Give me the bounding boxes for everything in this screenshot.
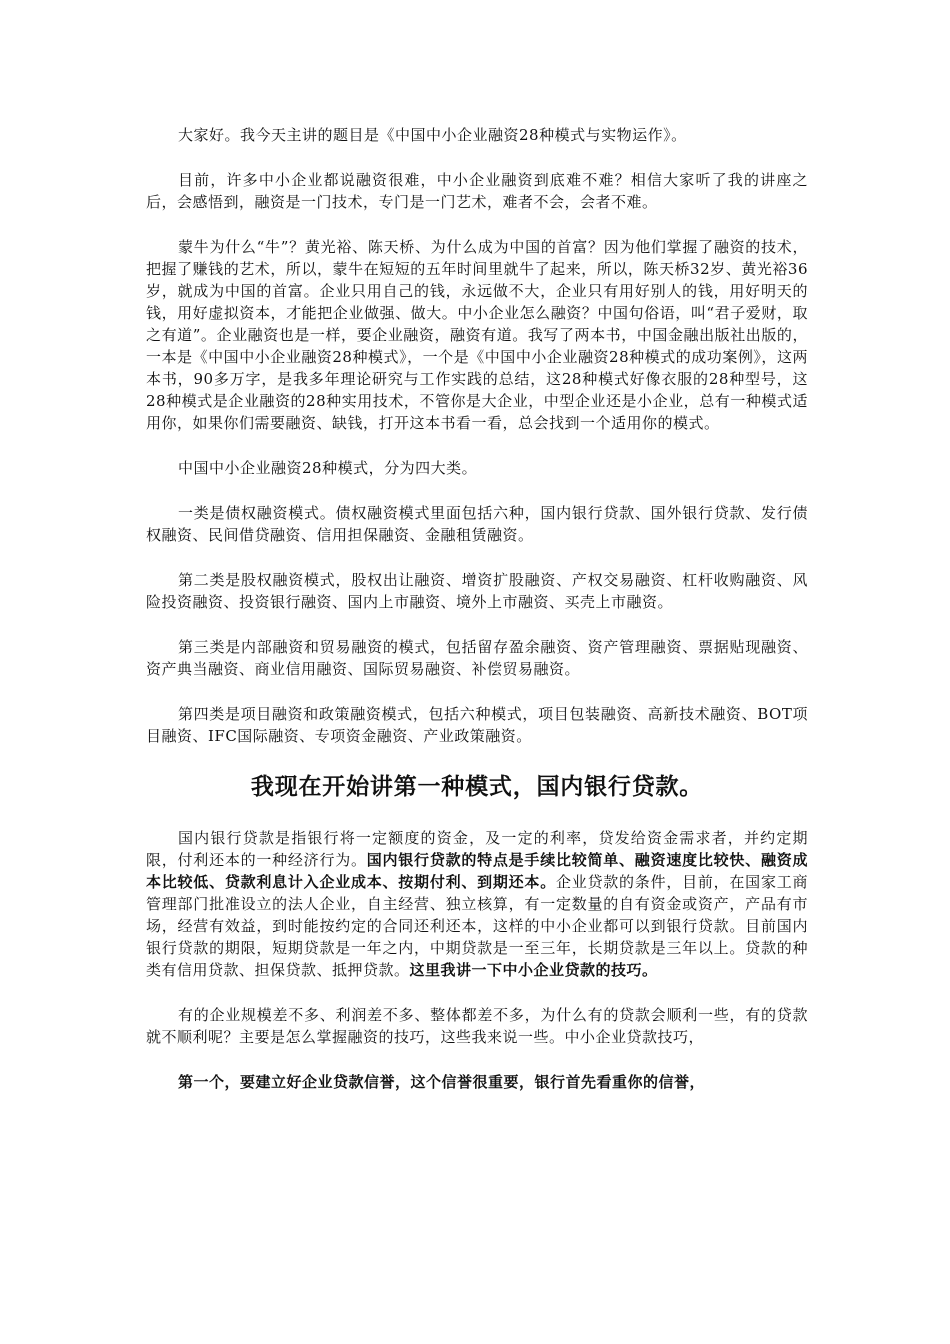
domestic-loan-paragraph [146, 827, 808, 981]
loan-features-bold-text: 国内银行贷款的特点是手续比较简单、融资速度比较快、融资成本比较低、贷款利息计入企业成本、按期付利、到期还本。 [146, 851, 808, 891]
four-categories-paragraph: 中国中小企业融资28种模式，分为四大类。 [178, 459, 478, 477]
financing-difficulty-paragraph: 目前，许多中小企业都说融资很难，中小企业融资到底难不难？相信大家听了我的讲座之后，会感悟到，融资是一门技术，专门是一门艺术，难者不会，会者不难。 [146, 171, 808, 211]
intro-paragraph: 大家好。我今天主讲的题目是《中国中小企业融资28种模式与实物运作》。 [178, 126, 687, 144]
mengniu-paragraph: 蒙牛为什么“牛”？黄光裕、陈天桥、为什么成为中国的首富？因为他们掌握了融资的技术，把握了赚钱的艺术，所以，蒙牛在短短的五年时间里就牛了起来，所以，陈天桥32岁、黄光裕36岁，就成为中国的首富。企业只用自己的钱，永远做不大，企业只有用好别人的钱，用好明天的钱，用好虚拟资本，才能把企业做强、做大。中小企业怎么融资？中国句俗语，叫“君子爱财，取之有道”。企业融资也是一样，要企业融资，融资有道。我写了两本书，中国金融出版社出版的，一本是《中国中小企业融资28种模式》，一个是《中国中小企业融资28种模式的成功案例》，这两本书，90多万字，是我多年理论研究与工作实践的总结，这28种模式好像衣服的28种型号，这28种模式是企业融资的28种实用技术，不管你是大企业，中型企业还是小企业，总有一种模式适用你，如果你们需要融资、缺钱，打开这本书看一看，总会找到一个适用你的模式。 [146, 238, 808, 432]
equity-financing-paragraph: 第二类是股权融资模式，股权出让融资、增资扩股融资、产权交易融资、杠杆收购融资、风险投资融资、投资银行融资、国内上市融资、境外上市融资、买壳上市融资。 [146, 571, 808, 611]
loan-skills-intro-paragraph: 有的企业规模差不多、利润差不多、整体都差不多，为什么有的贷款会顺利一些，有的贷款就不顺利呢？主要是怎么掌握融资的技巧，这些我来说一些。中小企业贷款技巧， [146, 1006, 808, 1046]
loan-conditions-text: 企业贷款的条件，目前，在国家工商管理部门批准设立的法人企业，自主经营、独立核算，有一定数量的自有资金或资产，产品有市场，经营有效益，到时能按约定的合同还利还本，这样的中小企业都可以到银行贷款。目前国内银行贷款的期限，短期贷款是一年之内，中期贷款是一至三年，长期贷款是三年以上。贷款的种类有信用贷款、担保贷款、抵押贷款。 [146, 873, 808, 979]
section-heading: 我现在开始讲第一种模式，国内银行贷款。 [250, 774, 704, 800]
loan-skills-bold-text: 这里我讲一下中小企业贷款的技巧。 [409, 961, 658, 979]
debt-financing-paragraph: 一类是债权融资模式。债权融资模式里面包括六种，国内银行贷款、国外银行贷款、发行债权融资、民间借贷融资、信用担保融资、金融租赁融资。 [146, 504, 808, 544]
internal-trade-financing-paragraph: 第三类是内部融资和贸易融资的模式，包括留存盈余融资、资产管理融资、票据贴现融资、资产典当融资、商业信用融资、国际贸易融资、补偿贸易融资。 [146, 638, 808, 678]
project-policy-financing-paragraph: 第四类是项目融资和政策融资模式，包括六种模式，项目包装融资、高新技术融资、BOT项目融资、IFC国际融资、专项资金融资、产业政策融资。 [146, 705, 808, 745]
first-skill-paragraph: 第一个，要建立好企业贷款信誉，这个信誉很重要，银行首先看重你的信誉， [178, 1073, 706, 1091]
document-body [146, 124, 808, 1116]
loan-definition-text: 国内银行贷款是指银行将一定额度的资金，及一定的利率，贷发给资金需求者，并约定期限，付利还本的一种经济行为。 [146, 829, 808, 869]
